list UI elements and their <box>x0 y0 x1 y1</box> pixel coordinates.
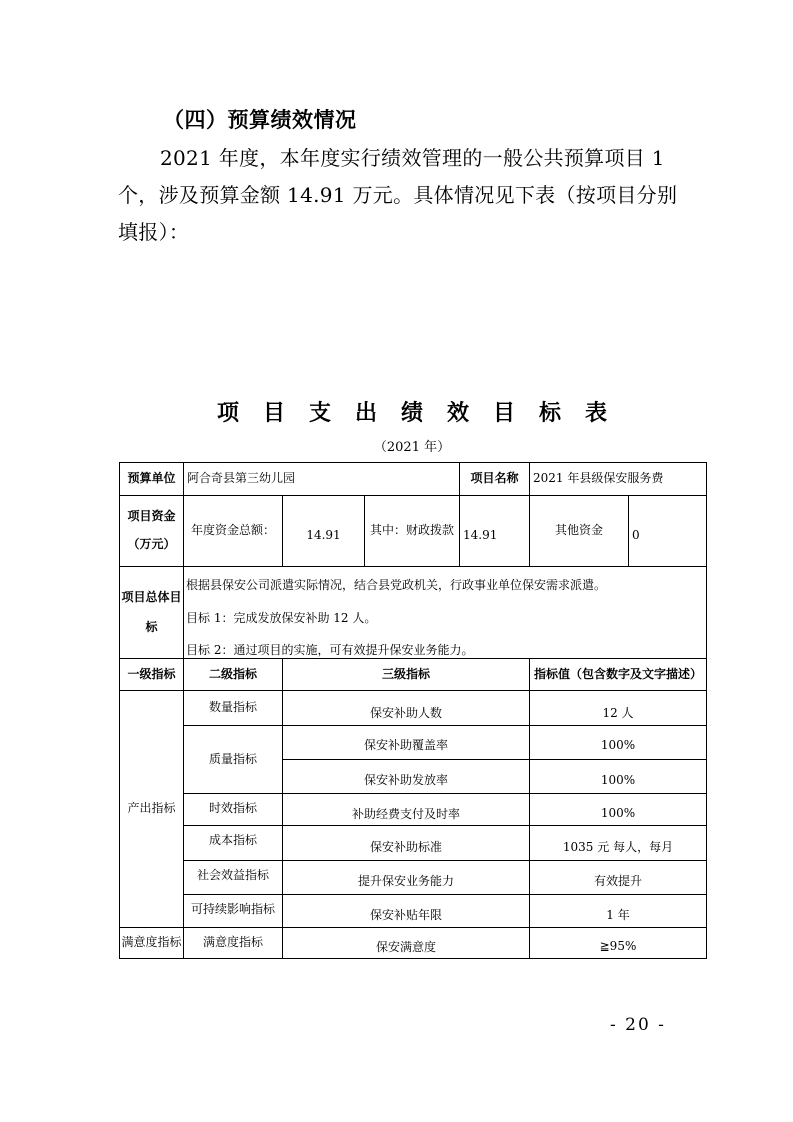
annual-total-value: 14.91 <box>282 495 365 567</box>
goal-label <box>119 566 184 659</box>
level2-quality: 质量指标 <box>183 725 283 794</box>
unit-value: 阿合奇县第三幼儿园 <box>183 462 460 496</box>
value-cell: 1 年 <box>529 894 707 928</box>
header-level2: 二级指标 <box>183 658 283 691</box>
value-cell: 12 人 <box>529 690 707 726</box>
goal-line: 目标 2：通过项目的实施，可有效提升保安业务能力。 <box>186 643 474 657</box>
section-heading: （四）预算绩效情况 <box>163 108 357 132</box>
fiscal-value: 14.91 <box>459 495 530 567</box>
annual-total-label: 年度资金总额： <box>183 495 283 567</box>
value-cell: 1035 元 每人，每月 <box>529 825 707 861</box>
funds-label-line1: 项目资金 <box>127 509 176 524</box>
header-level3: 三级指标 <box>282 658 530 691</box>
header-level1: 一级指标 <box>119 658 184 691</box>
header-value: 指标值（包含数字及文字描述） <box>529 658 707 691</box>
project-name-value: 2021 年县级保安服务费 <box>529 462 707 496</box>
page-number: - 20 - <box>610 1015 666 1035</box>
value-cell: ≧95% <box>529 927 707 959</box>
level2-cost: 成本指标 <box>183 825 283 861</box>
level3-cell: 提升保安业务能力 <box>282 860 530 895</box>
funds-label-line2: （万元） <box>127 537 176 551</box>
level2-timeliness: 时效指标 <box>183 793 283 826</box>
level1-satisfaction: 满意度指标 <box>119 927 184 959</box>
level2-sustainability: 可持续影响指标 <box>183 894 283 928</box>
level3-cell: 保安补助发放率 <box>282 759 530 794</box>
other-label: 其他资金 <box>529 495 629 567</box>
level3-cell: 保安补贴年限 <box>282 894 530 928</box>
level1-output: 产出指标 <box>119 690 184 928</box>
goal-label-line1: 项目总体目 <box>121 589 182 604</box>
value-cell: 100% <box>529 793 707 826</box>
value-cell: 有效提升 <box>529 860 707 895</box>
level3-cell: 保安补助覆盖率 <box>282 725 530 760</box>
level3-cell: 保安补助人数 <box>282 690 530 726</box>
goal-line: 根据县保安公司派遣实际情况，结合县党政机关，行政事业单位保安需求派遣。 <box>186 578 607 592</box>
unit-label: 预算单位 <box>119 462 184 496</box>
table-year: （2021 年） <box>373 440 451 455</box>
level2-quantity: 数量指标 <box>183 690 283 726</box>
level3-cell: 保安满意度 <box>282 927 530 959</box>
funds-label <box>119 495 184 567</box>
level3-cell: 保安补助标准 <box>282 825 530 861</box>
table-title: 项目支出绩效目标表 <box>216 401 631 426</box>
level2-satisfaction: 满意度指标 <box>183 927 283 959</box>
goal-line: 目标 1：完成发放保安补助 12 人。 <box>186 611 377 625</box>
other-value: 0 <box>628 495 707 567</box>
value-cell: 100% <box>529 725 707 760</box>
value-cell: 100% <box>529 759 707 794</box>
project-name-label: 项目名称 <box>459 462 530 496</box>
level3-cell: 补助经费支付及时率 <box>282 793 530 826</box>
goal-label-line2: 标 <box>145 619 158 634</box>
level2-social-benefit: 社会效益指标 <box>183 860 283 895</box>
intro-paragraph: 2021 年度，本年度实行绩效管理的一般公共预算项目 1 个，涉及预算金额 14.91 万元。具体情况见下表（按项目分别填报）： <box>118 146 678 244</box>
fiscal-label: 其中：财政拨款 <box>364 495 460 567</box>
